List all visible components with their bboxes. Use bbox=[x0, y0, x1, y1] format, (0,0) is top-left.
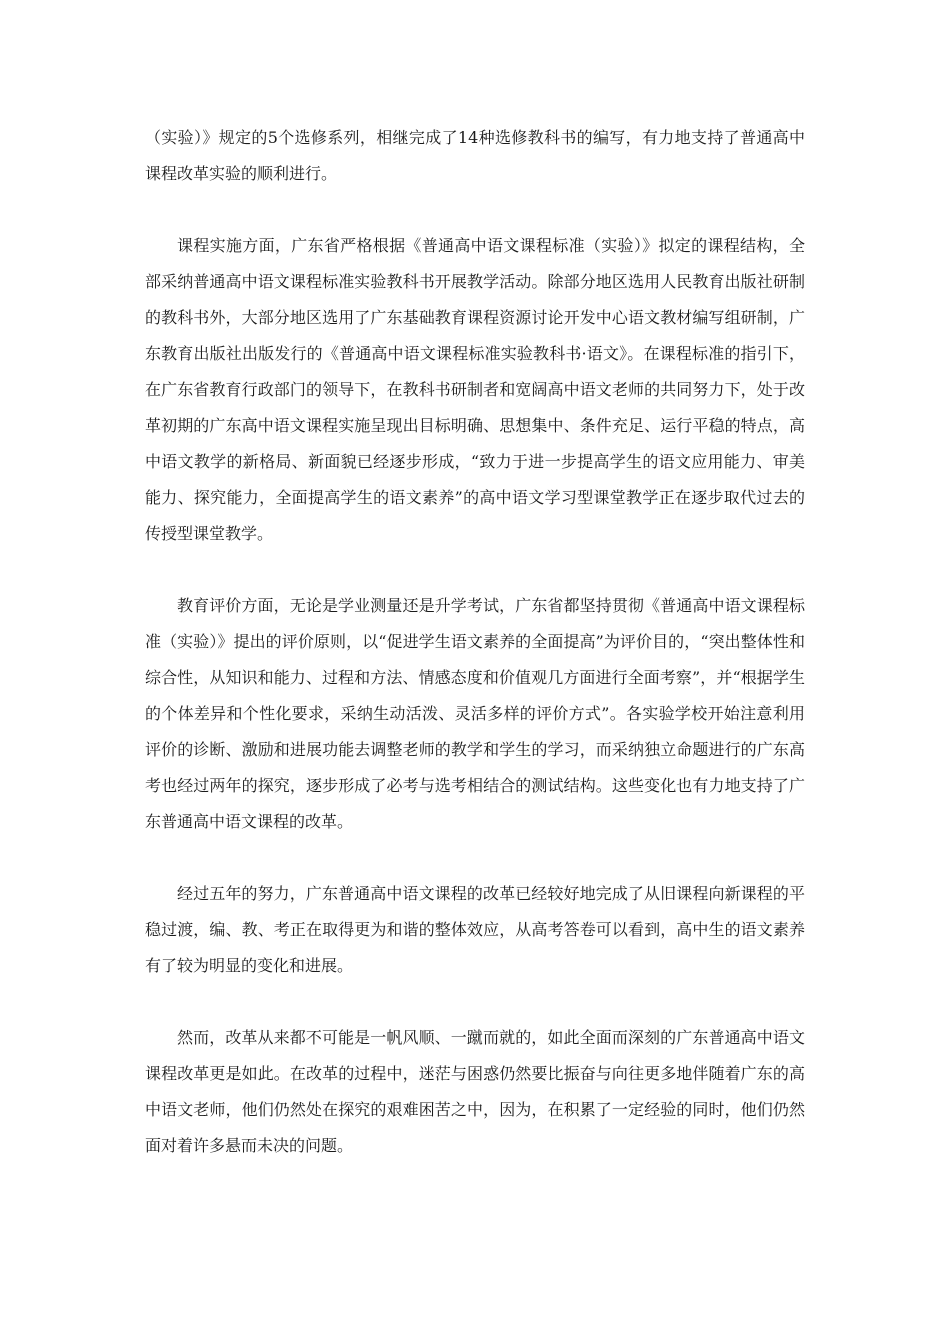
paragraph-education-evaluation: 教育评价方面，无论是学业测量还是升学考试，广东省都坚持贯彻《普通高中语文课程标准（实验）》提出的评价原则，以“促进学生语文素养的全面提高”为评价目的，“突出整体性和综合性，从知识和能力、过程和方法、情感态度和价值观几方面进行全面考察”，并“根据学生的个体差异和个性化要求，采纳生动活泼、灵活多样的评价方式”。各实验学校开始注意利用评价的诊断、激励和进展功能去调整老师的教学和学生的学习，而采纳独立命题进行的广东高考也经过两年的探究，逐步形成了必考与选考相结合的测试结构。这些变化也有力地支持了广东普通高中语文课程的改革。 bbox=[145, 596, 805, 831]
document-body bbox=[145, 120, 805, 1164]
paragraph-continuation: （实验）》规定的5个选修系列，相继完成了14种选修教科书的编写，有力地支持了普通高中课程改革实验的顺利进行。 bbox=[145, 128, 805, 183]
paragraph-course-implementation: 课程实施方面，广东省严格根据《普通高中语文课程标准（实验）》拟定的课程结构，全部采纳普通高中语文课程标准实验教科书开展教学活动。除部分地区选用人民教育出版社研制的教科书外，大部分地区选用了广东基础教育课程资源讨论开发中心语文教材编写组研制，广东教育出版社出版发行的《普通高中语文课程标准实验教科书·语文》。在课程标准的指引下，在广东省教育行政部门的领导下，在教科书研制者和宽阔高中语文老师的共同努力下，处于改革初期的广东高中语文课程实施呈现出目标明确、思想集中、条件充足、运行平稳的特点，高中语文教学的新格局、新面貌已经逐步形成，“致力于进一步提高学生的语文应用能力、审美能力、探究能力，全面提高学生的语文素养”的高中语文学习型课堂教学正在逐步取代过去的传授型课堂教学。 bbox=[145, 236, 805, 543]
paragraph-five-years-effort: 经过五年的努力，广东普通高中语文课程的改革已经较好地完成了从旧课程向新课程的平稳过渡，编、教、考正在取得更为和谐的整体效应，从高考答卷可以看到，高中生的语文素养有了较为明显的变化和进展。 bbox=[145, 884, 805, 975]
paragraph-however: 然而，改革从来都不可能是一帆风顺、一蹴而就的，如此全面而深刻的广东普通高中语文课程改革更是如此。在改革的过程中，迷茫与困惑仍然要比振奋与向往更多地伴随着广东的高中语文老师，他们仍然处在探究的艰难困苦之中，因为，在积累了一定经验的同时，他们仍然面对着许多悬而未决的问题。 bbox=[145, 1028, 805, 1155]
